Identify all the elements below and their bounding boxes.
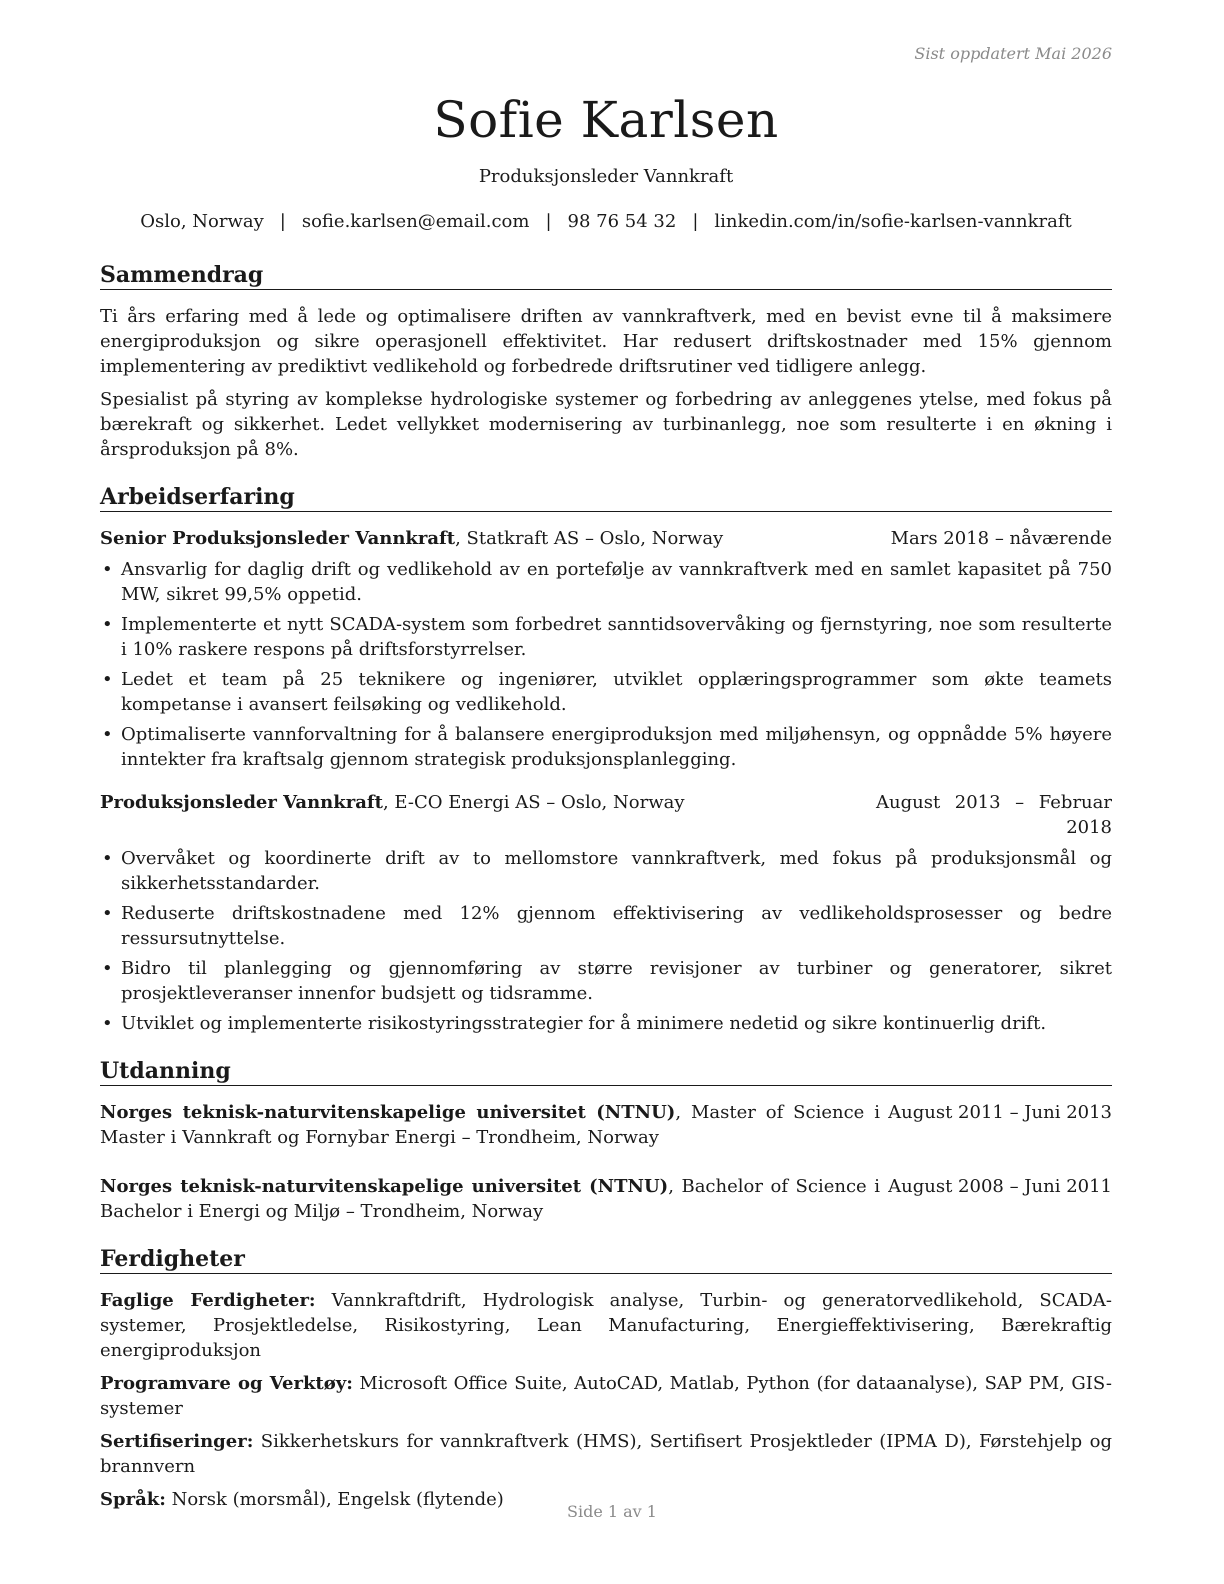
skill-value: Microsoft Office Suite, AutoCAD, Matlab, Python (for dataanalyse), SAP PM, GIS-systemer (100, 1373, 1112, 1419)
skill-label: Programvare og Verktøy: (100, 1373, 353, 1394)
job-employer: , E-CO Energi AS – Oslo, Norway (382, 792, 685, 813)
skill-row (100, 1371, 1112, 1421)
contact-phone: 98 76 54 32 (567, 211, 677, 232)
job-bullet: • Utviklet og implementerte risikostyringsstrategier for å minimere nedetid og sikre kontinuerlig drift. (100, 1011, 1112, 1036)
resume-page (100, 40, 1112, 1512)
skill-value: Sikkerhetskurs for vannkraftverk (HMS), Sertifisert Prosjektleder (IPMA D), Førstehjelp og brannvern (100, 1431, 1112, 1477)
education-dates: August 2011 – Juni 2013 (888, 1102, 1112, 1123)
job-bullets (100, 557, 1112, 772)
skill-label: Sertifiseringer: (100, 1431, 254, 1452)
skill-value: Vannkraftdrift, Hydrologisk analyse, Turbin- og generatorvedlikehold, SCADA-systemer, Prosjektledelse, Risikostyring, Lean Manufacturing, Energieffektivisering, Bærekraftig energiproduksjon (100, 1290, 1112, 1361)
candidate-role: Produksjonsleder Vannkraft (478, 166, 734, 187)
contact-separator: | (545, 211, 552, 232)
skill-label: Språk: (100, 1489, 166, 1510)
summary-heading: Sammendrag (100, 262, 1112, 290)
summary-paragraph: Ti års erfaring med å lede og optimalisere driften av vannkraftverk, med en bevist evne til å maksimere energiproduksjon og sikre operasjonell effektivitet. Har redusert driftskostnader med 15% gjennom implementering av prediktivt vedlikehold og forbedrede driftsrutiner ved tidligere anlegg. (100, 306, 1112, 377)
contact-separator: | (692, 211, 699, 232)
job-header (100, 526, 1112, 551)
education-degree-line (100, 1174, 880, 1224)
job-bullets (100, 846, 1112, 1036)
education-entry (100, 1174, 1112, 1224)
contact-linkedin[interactable]: linkedin.com/in/sofie-karlsen-vannkraft (714, 211, 1072, 232)
experience-heading: Arbeidserfaring (100, 484, 1112, 512)
last-updated: Sist oppdatert Mai 2026 (914, 44, 1112, 63)
education-section (100, 1058, 1112, 1224)
job-employer: , Statkraft AS – Oslo, Norway (455, 528, 724, 549)
job-title: Senior Produksjonsleder Vannkraft (100, 528, 456, 549)
job-bullet: • Implementerte et nytt SCADA-system som forbedret sanntidsovervåking og fjernstyring, noe som resulterte i 10% raskere respons på driftsforstyrrelser. (100, 612, 1112, 662)
education-school: Norges teknisk-naturvitenskapelige universitet (NTNU) (100, 1176, 669, 1197)
contact-separator: | (279, 211, 286, 232)
job-bullet: • Reduserte driftskostnadene med 12% gjennom effektivisering av vedlikeholdsprosesser og bedre ressursutnyttelse. (100, 901, 1112, 951)
page-number: Side 1 av 1 (567, 1502, 657, 1521)
job-dates: Mars 2018 – nåværende (890, 528, 1112, 549)
job-title-line (100, 790, 876, 840)
education-school: Norges teknisk-naturvitenskapelige universitet (NTNU) (100, 1102, 676, 1123)
education-degree: , Master of Science i Master i Vannkraft og Fornybar Energi – Trondheim, Norway (100, 1102, 880, 1148)
skill-row (100, 1288, 1112, 1363)
education-degree-line (100, 1100, 880, 1150)
contact-line (100, 211, 1112, 232)
candidate-name: Sofie Karlsen (433, 91, 779, 149)
education-degree: , Bachelor of Science i Bachelor i Energi og Miljø – Trondheim, Norway (100, 1176, 880, 1222)
skill-label: Faglige Ferdigheter: (100, 1290, 316, 1311)
skill-value: Norsk (morsmål), Engelsk (flytende) (165, 1489, 504, 1510)
job-bullet: • Overvåket og koordinerte drift av to mellomstore vannkraftverk, med fokus på produksjonsmål og sikkerhetsstandarder. (100, 846, 1112, 896)
education-heading: Utdanning (100, 1058, 1112, 1086)
job-entry (100, 790, 1112, 1036)
job-bullet: • Optimaliserte vannforvaltning for å balansere energiproduksjon med miljøhensyn, og oppnådde 5% høyere inntekter fra kraftsalg gjennom strategisk produksjonsplanlegging. (100, 722, 1112, 772)
contact-email[interactable]: sofie.karlsen@email.com (301, 211, 530, 232)
job-title-line (100, 526, 891, 551)
experience-section (100, 484, 1112, 1036)
summary-paragraph: Spesialist på styring av komplekse hydrologiske systemer og forbedring av anleggenes ytelse, med fokus på bærekraft og sikkerhet. Ledet vellykket modernisering av turbinanlegg, noe som resulterte i en økning i årsproduksjon på 8%. (100, 389, 1112, 460)
skill-row (100, 1429, 1112, 1479)
job-title: Produksjonsleder Vannkraft (100, 792, 383, 813)
job-header (100, 790, 1112, 840)
job-entry (100, 526, 1112, 772)
summary-section (100, 262, 1112, 462)
skills-heading: Ferdigheter (100, 1246, 1112, 1274)
education-dates: August 2008 – Juni 2011 (888, 1176, 1112, 1197)
job-bullet: • Bidro til planlegging og gjennomføring av større revisjoner av turbiner og generatorer, sikret prosjektleveranser innenfor budsjett og tidsramme. (100, 956, 1112, 1006)
job-bullet: • Ansvarlig for daglig drift og vedlikehold av en portefølje av vannkraftverk med en samlet kapasitet på 750 MW, sikret 99,5% oppetid. (100, 557, 1112, 607)
education-entry (100, 1100, 1112, 1150)
skills-section (100, 1246, 1112, 1512)
contact-location: Oslo, Norway (140, 211, 264, 232)
job-dates: August 2013 – Februar 2018 (876, 792, 1112, 838)
job-bullet: • Ledet et team på 25 teknikere og ingeniører, utviklet opplæringsprogrammer som økte teamets kompetanse i avansert feilsøking og vedlikehold. (100, 667, 1112, 717)
